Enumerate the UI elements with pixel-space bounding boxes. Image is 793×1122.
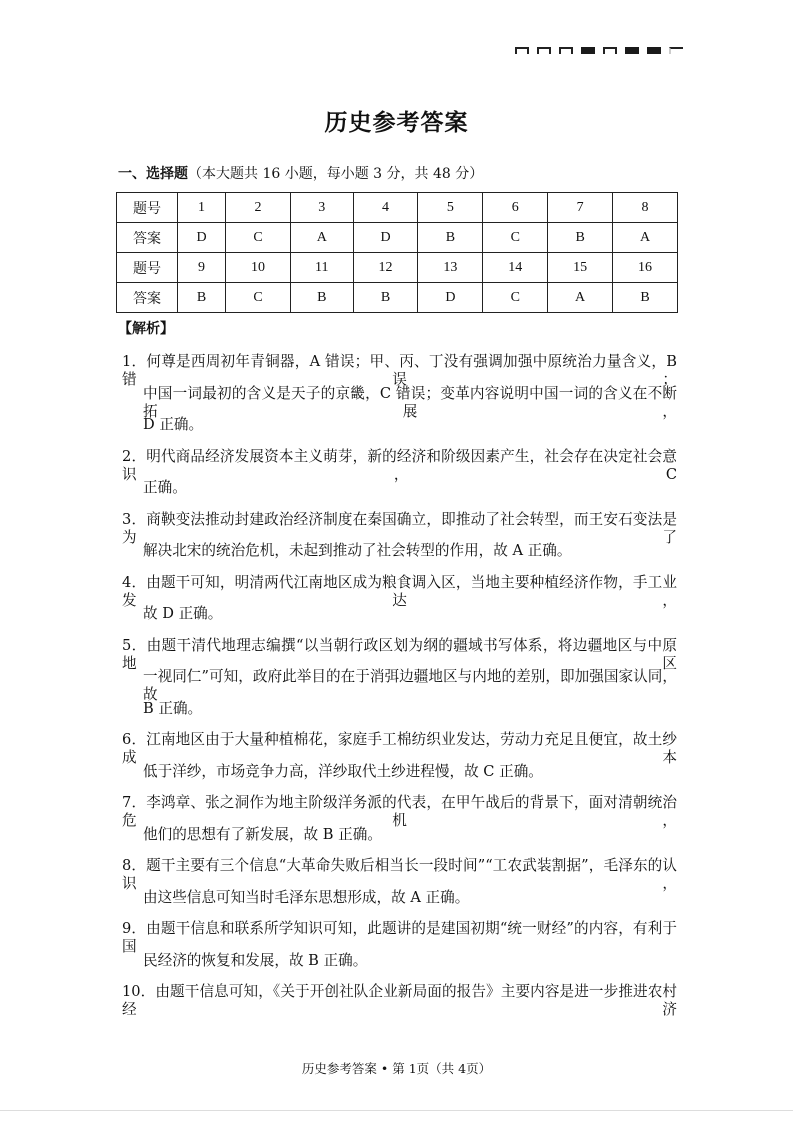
table-cell: 12 — [353, 253, 418, 283]
row-header-cell: 答案 — [117, 283, 178, 313]
row-header-cell: 题号 — [117, 253, 178, 283]
table-cell: 6 — [483, 193, 548, 223]
header-mark-open — [603, 47, 617, 54]
header-mark-open — [515, 47, 529, 54]
answer-table — [116, 192, 678, 313]
table-cell: 10 — [226, 253, 291, 283]
table-cell: 2 — [226, 193, 291, 223]
explanation-continuation: 他们的思想有了新发展，故 B 正确。 — [143, 826, 382, 843]
table-cell: 8 — [613, 193, 678, 223]
explanation-continuation: 故 D 正确。 — [143, 605, 223, 622]
table-cell: B — [290, 283, 353, 313]
table-cell: 1 — [178, 193, 226, 223]
explanation-item: 8．题干主要有三个信息“大革命失败后相当长一段时间”“工农武装割据”，毛泽东的认识， — [122, 857, 677, 892]
explanation-continuation: 民经济的恢复和发展，故 B 正确。 — [143, 952, 368, 969]
explanation-item: 4．由题干可知，明清两代江南地区成为粮食调入区，当地主要种植经济作物，手工业发达， — [122, 574, 677, 609]
section-heading — [118, 163, 483, 183]
header-mark-open — [559, 47, 573, 54]
table-cell: 4 — [353, 193, 418, 223]
table-cell: A — [613, 223, 678, 253]
table-cell: 16 — [613, 253, 678, 283]
table-cell: D — [178, 223, 226, 253]
header-mark-open — [537, 47, 551, 54]
explanation-continuation: 低于洋纱，市场竞争力高，洋纱取代土纱进程慢，故 C 正确。 — [143, 763, 543, 780]
table-cell: A — [290, 223, 353, 253]
table-row — [117, 283, 678, 313]
explanation-item: 9．由题干信息和联系所学知识可知，此题讲的是建国初期“统一财经”的内容，有利于国 — [122, 920, 677, 955]
header-mark-filled — [647, 47, 661, 54]
section-note: （本大题共 16 小题，每小题 3 分，共 48 分） — [188, 166, 484, 182]
page-title: 历史参考答案 — [324, 109, 469, 136]
row-header-cell: 答案 — [117, 223, 178, 253]
table-cell: C — [226, 223, 291, 253]
table-cell: 11 — [290, 253, 353, 283]
table-cell: B — [178, 283, 226, 313]
explanation-item: 7．李鸿章、张之洞作为地主阶级洋务派的代表，在甲午战后的背景下，面对清朝统治危机， — [122, 794, 677, 829]
header-mark-filled — [581, 47, 595, 54]
table-cell: 7 — [548, 193, 613, 223]
table-row — [117, 193, 678, 223]
explanation-item: 5．由题干清代地理志编撰“以当朝行政区划为纲的疆域书写体系，将边疆地区与中原地区 — [122, 637, 677, 672]
table-cell: C — [483, 223, 548, 253]
explanation-continuation: D 正确。 — [143, 416, 204, 433]
table-cell: C — [226, 283, 291, 313]
analysis-heading: 【解析】 — [118, 321, 174, 337]
explanation-item: 6．江南地区由于大量种植棉花，家庭手工棉纺织业发达，劳动力充足且便宜，故土纱成本 — [122, 731, 677, 766]
table-cell: 14 — [483, 253, 548, 283]
explanation-item: 2．明代商品经济发展资本主义萌芽，新的经济和阶级因素产生，社会存在决定社会意识，C — [122, 448, 677, 483]
divider — [0, 1110, 793, 1111]
table-cell: C — [483, 283, 548, 313]
table-row — [117, 253, 678, 283]
table-cell: 5 — [418, 193, 483, 223]
table-cell: B — [613, 283, 678, 313]
header-marks — [515, 47, 683, 54]
table-cell: D — [353, 223, 418, 253]
table-cell: 9 — [178, 253, 226, 283]
table-cell: D — [418, 283, 483, 313]
page-footer: 历史参考答案 • 第 1页（共 4页） — [301, 1061, 492, 1076]
explanation-continuation: 正确。 — [143, 479, 187, 496]
explanation-continuation: 由这些信息可知当时毛泽东思想形成，故 A 正确。 — [143, 889, 470, 906]
explanation-item: 1．何尊是西周初年青铜器，A 错误；甲、丙、丁没有强调加强中原统治力量含义，B 错误； — [122, 353, 677, 388]
row-header-cell: 题号 — [117, 193, 178, 223]
table-cell: A — [548, 283, 613, 313]
table-cell: B — [418, 223, 483, 253]
table-cell: 13 — [418, 253, 483, 283]
explanation-item: 3．商鞅变法推动封建政治经济制度在秦国确立，即推动了社会转型，而王安石变法是为了 — [122, 511, 677, 546]
table-row — [117, 223, 678, 253]
explanation-item: 10．由题干信息可知，《关于开创社队企业新局面的报告》主要内容是进一步推进农村经济 — [122, 983, 677, 1018]
explanation-continuation: B 正确。 — [143, 700, 203, 717]
table-cell: B — [548, 223, 613, 253]
table-cell: 15 — [548, 253, 613, 283]
explanation-continuation: 中国一词最初的含义是天子的京畿，C 错误；变革内容说明中国一词的含义在不断拓展， — [143, 385, 677, 420]
explanation-continuation: 一视同仁”可知，政府此举目的在于消弭边疆地区与内地的差别，即加强国家认同，故 — [143, 668, 677, 703]
section-label: 一、选择题 — [118, 166, 188, 182]
header-mark-filled — [625, 47, 639, 54]
explanation-continuation: 解决北宋的统治危机，未起到推动了社会转型的作用，故 A 正确。 — [143, 542, 572, 559]
table-cell: 3 — [290, 193, 353, 223]
table-cell: B — [353, 283, 418, 313]
header-mark-light — [669, 47, 683, 54]
